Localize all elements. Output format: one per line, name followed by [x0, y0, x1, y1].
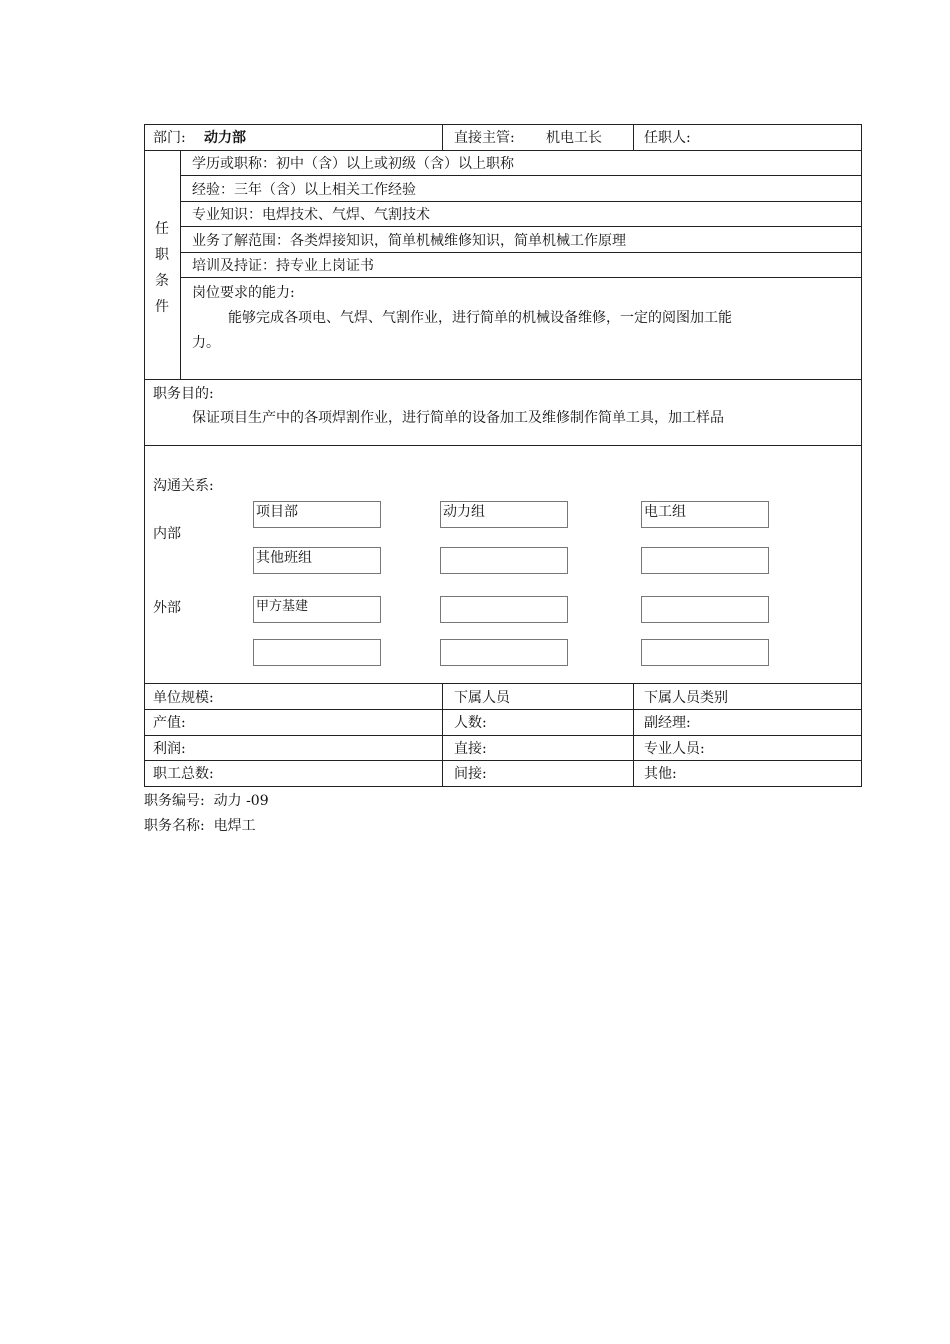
scale-cell: 副经理: — [644, 715, 691, 731]
divider — [180, 201, 862, 202]
contact-box: 动力组 — [440, 501, 568, 528]
side-char: 条 — [155, 273, 169, 289]
scope-requirement: 业务了解范围：各类焊接知识，简单机械维修知识，简单机械工作原理 — [192, 233, 626, 249]
job-code: 职务编号: 动力 -09 — [144, 793, 269, 809]
ability-text: 能够完成各项电、气焊、气割作业，进行简单的机械设备维修，一定的阅图加工能 — [228, 310, 732, 326]
scale-cell: 专业人员: — [644, 741, 705, 757]
divider — [442, 683, 443, 787]
contact-box — [440, 596, 568, 623]
divider — [144, 379, 862, 380]
divider — [442, 124, 443, 150]
divider — [144, 735, 862, 736]
scale-cell: 下属人员类别 — [644, 690, 728, 706]
ability-text-cont: 力。 — [192, 335, 220, 351]
contact-box — [440, 639, 568, 666]
scale-cell: 人数: — [454, 715, 487, 731]
scale-cell: 间接: — [454, 766, 487, 782]
contact-box — [641, 547, 769, 574]
contact-box: 项目部 — [253, 501, 381, 528]
scale-cell: 产值: — [153, 715, 186, 731]
side-char: 任 — [155, 221, 169, 237]
contact-box: 其他班组 — [253, 547, 381, 574]
scale-cell: 其他: — [644, 766, 677, 782]
contact-box: 电工组 — [641, 501, 769, 528]
purpose-text: 保证项目生产中的各项焊割作业，进行简单的设备加工及维修制作简单工具，加工样品 — [192, 410, 724, 426]
contact-box — [641, 596, 769, 623]
experience-requirement: 经验：三年（含）以上相关工作经验 — [192, 182, 416, 198]
supervisor-value: 机电工长 — [546, 130, 602, 146]
supervisor-label: 直接主管: — [454, 130, 515, 146]
scale-cell: 职工总数: — [153, 766, 214, 782]
divider — [144, 445, 862, 446]
education-requirement: 学历或职称：初中（含）以上或初级（含）以上职称 — [192, 156, 514, 172]
dept-value: 动力部 — [204, 130, 246, 146]
internal-label: 内部 — [153, 526, 181, 542]
side-char: 件 — [155, 299, 169, 315]
training-requirement: 培训及持证：持专业上岗证书 — [192, 258, 374, 274]
contact-box — [641, 639, 769, 666]
divider — [144, 760, 862, 761]
qualification-side-label — [153, 216, 171, 320]
dept-label: 部门: — [153, 130, 186, 146]
contact-box — [440, 547, 568, 574]
divider — [180, 277, 862, 278]
divider — [144, 683, 862, 684]
job-name: 职务名称: 电焊工 — [144, 818, 256, 834]
divider — [144, 709, 862, 710]
divider — [180, 150, 181, 379]
incumbent-label: 任职人: — [644, 130, 691, 146]
external-label: 外部 — [153, 600, 181, 616]
communication-label: 沟通关系: — [153, 478, 214, 494]
divider — [180, 175, 862, 176]
divider — [633, 124, 634, 150]
divider — [144, 150, 862, 151]
scale-cell: 利润: — [153, 741, 186, 757]
knowledge-requirement: 专业知识：电焊技术、气焊、气割技术 — [192, 207, 430, 223]
side-char: 职 — [155, 247, 169, 263]
scale-cell: 直接: — [454, 741, 487, 757]
purpose-label: 职务目的: — [153, 386, 214, 402]
divider — [633, 683, 634, 787]
scale-cell: 下属人员 — [454, 690, 510, 706]
ability-label: 岗位要求的能力: — [192, 285, 295, 301]
scale-cell: 单位规模: — [153, 690, 214, 706]
divider — [180, 252, 862, 253]
contact-box: 甲方基建 — [253, 596, 381, 623]
divider — [180, 226, 862, 227]
contact-box — [253, 639, 381, 666]
